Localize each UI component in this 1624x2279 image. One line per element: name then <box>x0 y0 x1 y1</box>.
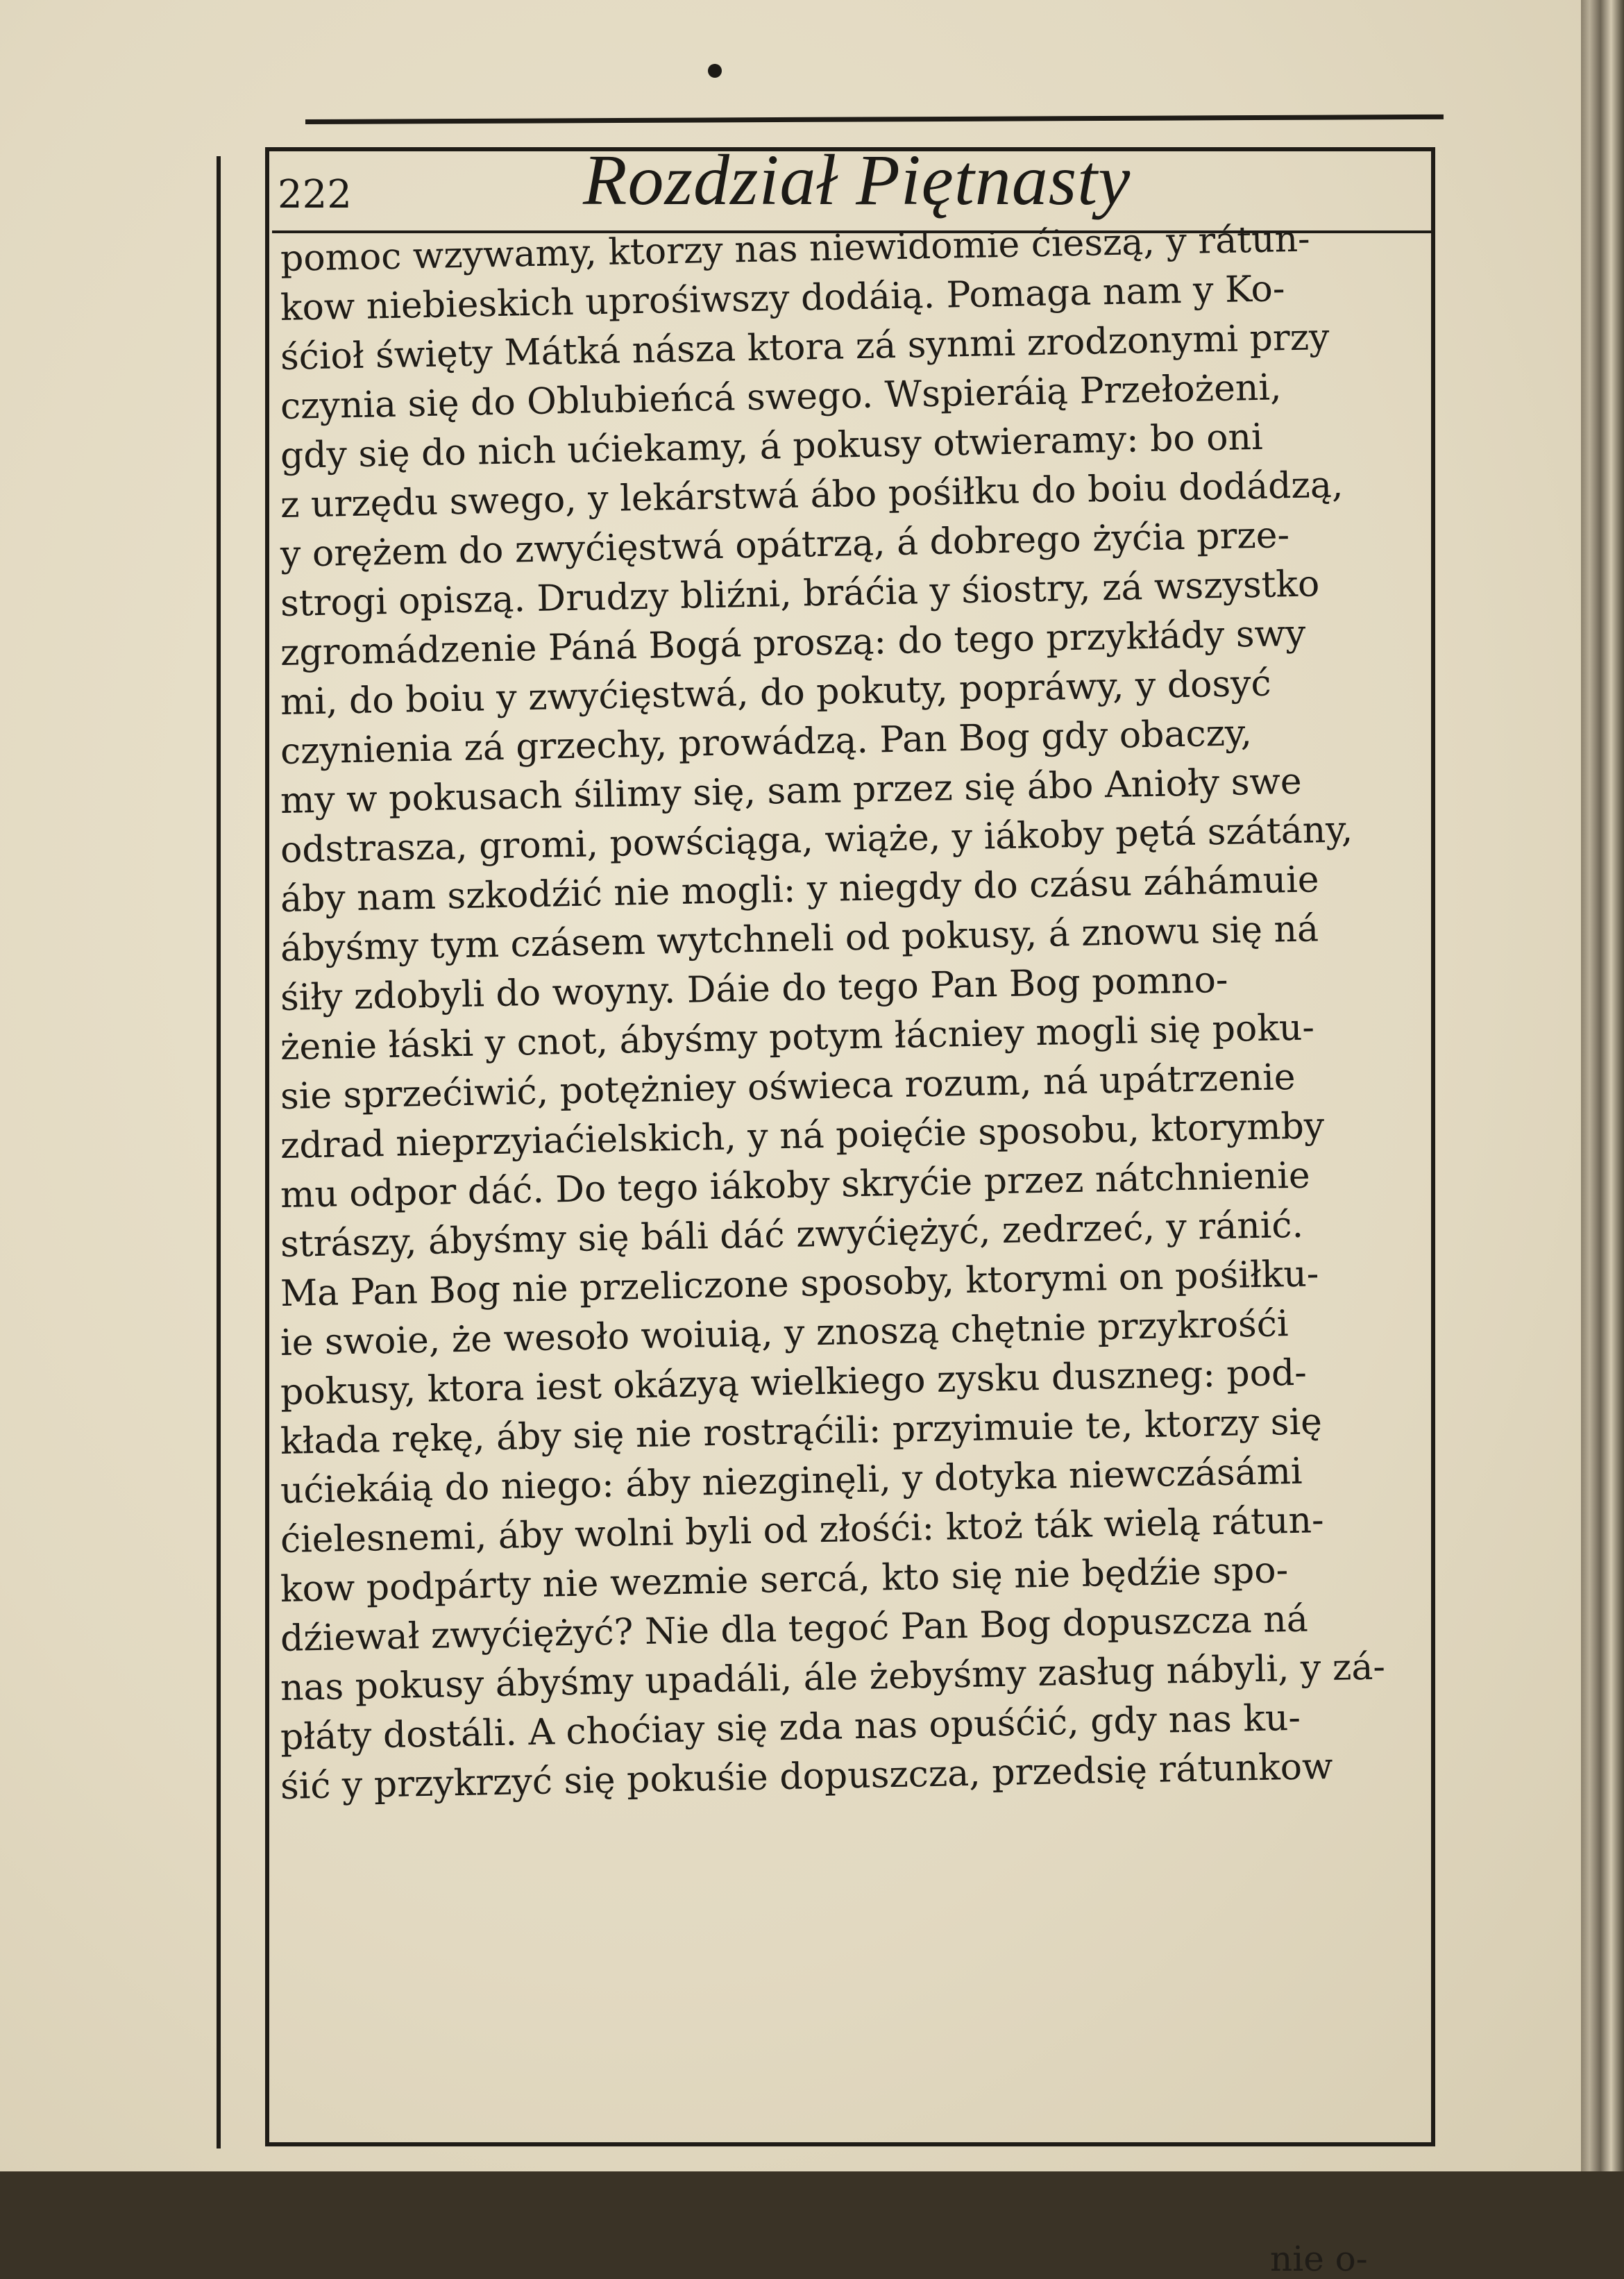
text-line: ućiekáią do niego: áby niezginęli, y dotyka niewczásámi <box>280 1450 1303 1512</box>
text-line: kłada rękę, áby się nie rostrąćili: przyimuie te, ktorzy się <box>280 1401 1323 1463</box>
text-line: gdy się do nich ućiekamy, á pokusy otwieramy: bo oni <box>280 416 1264 477</box>
text-line: strászy, ábyśmy się báli dáć zwyćiężyć, zedrzeć, y ránić. <box>280 1204 1304 1265</box>
text-line: pomoc wzywamy, ktorzy nas niewidomie ćieszą, y rátun- <box>280 218 1311 280</box>
page-number: 222 <box>278 172 352 217</box>
body-text <box>280 218 1426 1812</box>
text-line: czynienia zá grzechy, prowádzą. Pan Bog gdy obaczy, <box>280 712 1253 773</box>
text-line: kow niebieskich uprośiwszy dodáią. Pomaga nam y Ko- <box>280 268 1285 329</box>
text-line: pokusy, ktora iest okázyą wielkiego zysku duszneg: pod- <box>280 1352 1308 1413</box>
text-line: y orężem do zwyćięstwá opátrzą, á dobrego żyćia prze- <box>280 514 1290 575</box>
left-border-rule <box>217 156 221 2148</box>
text-line: áby nam szkodźić nie mogli: y niegdy do czásu záhámuie <box>280 859 1320 920</box>
text-line: kow podpárty nie wezmie sercá, kto się nie będźie spo- <box>280 1549 1289 1611</box>
catchword: nie o- <box>1270 2239 1368 2279</box>
text-line: śić y przykrzyć się pokuśie dopuszcza, przedsię rátunkow <box>280 1745 1334 1808</box>
text-line: z urzędu swego, y lekárstwá ábo pośiłku do boiu dodádzą, <box>280 464 1344 526</box>
text-line: Ma Pan Bog nie przeliczone sposoby, ktorymi on pośiłku- <box>280 1253 1319 1315</box>
top-rule <box>305 115 1444 124</box>
text-line: ábyśmy tym czásem wytchneli od pokusy, á znowu się ná <box>280 908 1319 970</box>
text-line: dźiewał zwyćiężyć? Nie dla tegoć Pan Bog dopuszcza ná <box>280 1598 1309 1660</box>
text-line: nas pokusy ábyśmy upadáli, ále żebyśmy zasług nábyli, y zá- <box>280 1646 1386 1709</box>
ink-dot <box>708 64 722 78</box>
text-line: zgromádzenie Páná Bogá proszą: do tego przykłády swy <box>280 612 1306 674</box>
text-line: sie sprzećiwić, potężniey oświeca rozum, ná upátrzenie <box>280 1056 1296 1118</box>
text-line: ie swoie, że wesoło woiuią, y znoszą chętnie przykrośći <box>280 1303 1289 1364</box>
text-line: mi, do boiu y zwyćięstwá, do pokuty, popráwy, y dosyć <box>280 662 1272 723</box>
text-line: płáty dostáli. A choćiay się zda nas opuśćić, gdy nas ku- <box>280 1697 1301 1758</box>
book-gutter <box>1581 0 1624 2171</box>
text-line: mu odpor dáć. Do tego iákoby skryćie przez nátchnienie <box>280 1154 1311 1216</box>
text-line: zdrad nieprzyiaćielskich, y ná poięćie sposobu, ktorymby <box>280 1105 1325 1167</box>
text-line: żenie łáski y cnot, ábyśmy potym łácniey mogli się poku- <box>280 1007 1315 1068</box>
text-line: śćioł święty Mátká násza ktora zá synmi zrodzonymi przy <box>280 316 1330 378</box>
running-head: Rozdział Piętnasty <box>583 140 1131 220</box>
text-line: odstrasza, gromi, powściąga, wiąże, y iákoby pętá szátány, <box>280 809 1353 871</box>
text-line: ćielesnemi, áby wolni byli od złośći: ktoż ták wielą rátun- <box>280 1499 1325 1561</box>
text-line: śiły zdobyli do woyny. Dáie do tego Pan Bog pomno- <box>280 959 1229 1019</box>
text-line: strogi opiszą. Drudzy bliźni, bráćia y śiostry, zá wszystko <box>280 563 1320 625</box>
text-line: czynia się do Oblubieńcá swego. Wspieráią Przełożeni, <box>280 367 1283 428</box>
text-line: my w pokusach śilimy się, sam przez się ábo Anioły swe <box>280 760 1303 822</box>
